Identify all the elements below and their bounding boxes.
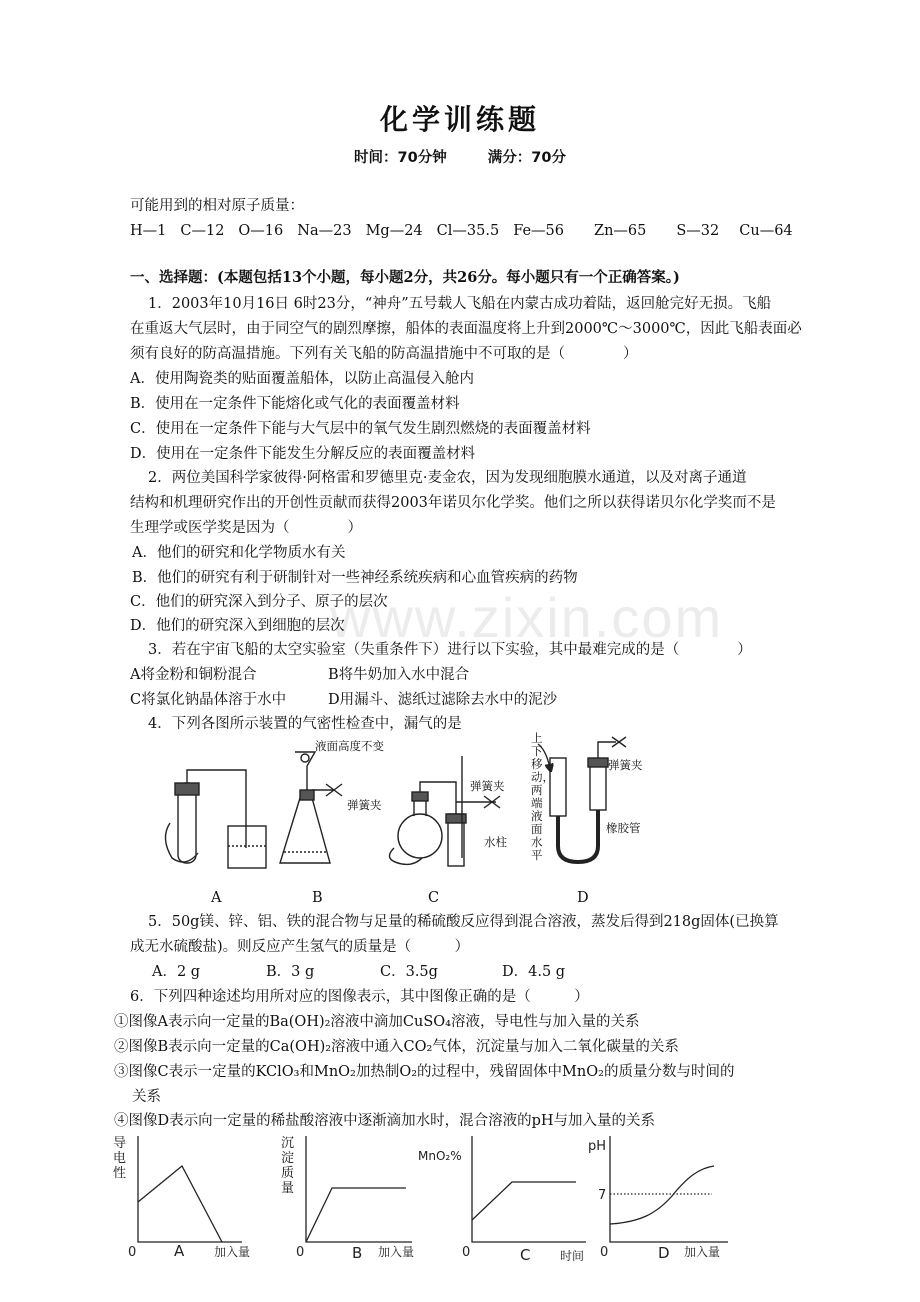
q2-stem-3: 生理学或医学奖是因为（ ） <box>130 520 362 536</box>
q2-option-a: A．他们的研究和化学物质水有关 <box>132 545 346 561</box>
label-vertical-move: 上下移动，两端液面水平 <box>531 731 554 862</box>
section-heading: 一、选择题：(本题包括13个小题，每小题2分，共26分。每小题只有一个正确答案。) <box>130 269 680 286</box>
mass-item: Na—23 <box>297 223 352 239</box>
graph-c-ylabel: MnO₂% <box>418 1149 462 1163</box>
graph-a-origin: 0 <box>128 1245 137 1260</box>
mass-item: H—1 <box>130 223 167 239</box>
graph-c-letter: C <box>520 1246 531 1264</box>
q2-stem-2: 结构和机理研究作出的开创性贡献而获得2003年诺贝尔化学奖。他们之所以获得诺贝尔化学奖而不是 <box>130 495 776 511</box>
q6-statement-3: ③图像C表示一定量的KClO₃和MnO₂加热制O₂的过程中，残留固体中MnO₂的质量分数与时间的 <box>114 1064 735 1080</box>
q3-stem: 3．若在宇宙飞船的太空实验室（失重条件下）进行以下实验，其中最难完成的是（ ） <box>148 642 752 658</box>
q1-stem-2: 在重返大气层时，由于同空气的剧烈摩擦，船体的表面温度将上升到2000℃～3000℃，因此飞船表面必 <box>130 321 802 337</box>
label-rubber-tube: 橡胶管 <box>606 821 641 835</box>
graph-d-ylabel: pH <box>588 1139 607 1154</box>
mass-list <box>130 221 807 241</box>
watermark: www.zixin.com <box>330 586 724 649</box>
q5-option-a: A．2 g <box>152 964 201 980</box>
label-water-column: 水柱 <box>484 835 507 849</box>
graph-c-origin: 0 <box>462 1245 471 1260</box>
graph-a-letter: A <box>174 1242 185 1260</box>
exam-info <box>0 146 920 167</box>
apparatus-letter-d: D <box>577 890 589 906</box>
apparatus-letter-a: A <box>211 890 222 906</box>
q3-option-b: B将牛奶加入水中混合 <box>328 667 470 683</box>
q6-statement-3-cont: 关系 <box>132 1089 161 1105</box>
graph-b-ylabel-text: 沉淀质量 <box>281 1136 295 1196</box>
q5-option-c: C．3.5g <box>380 964 438 980</box>
q5-option-b: B．3 g <box>266 964 315 980</box>
q3-option-c: C将氯化钠晶体溶于水中 <box>130 692 287 708</box>
apparatus-letter-b: B <box>312 890 323 906</box>
q2-stem-1: 2．两位美国科学家彼得·阿格雷和罗德里克·麦金农，因为发现细胞膜水通道，以及对离子通道 <box>148 470 747 486</box>
graph-b <box>296 1136 414 1262</box>
exam-score: 满分：70分 <box>487 150 566 166</box>
q1-option-c: C．使用在一定条件下能与大气层中的氧气发生剧烈燃烧的表面覆盖材料 <box>130 421 591 437</box>
q2-option-c: C．他们的研究深入到分子、原子的层次 <box>130 594 388 610</box>
label-clamp-c: 弹簧夹 <box>470 779 505 793</box>
mass-item: O—16 <box>238 223 284 239</box>
graph-b-xlabel: 加入量 <box>378 1245 415 1259</box>
q6-statement-4: ④图像D表示向一定量的稀盐酸溶液中逐渐滴加水时，混合溶液的pH与加入量的关系 <box>114 1113 656 1129</box>
q1-stem-3: 须有良好的防高温措施。下列有关飞船的防高温措施中不可取的是（ ） <box>130 346 638 362</box>
q4-stem: 4．下列各图所示装置的气密性检查中，漏气的是 <box>148 716 462 732</box>
graph-d <box>588 1136 728 1262</box>
mass-item: Mg—24 <box>365 223 423 239</box>
apparatus-a <box>165 770 266 868</box>
mass-item: C—12 <box>180 223 225 239</box>
graph-d-origin: 0 <box>600 1245 609 1260</box>
q5-option-d: D．4.5 g <box>502 964 566 980</box>
q3-option-a: A将金粉和铜粉混合 <box>130 667 257 683</box>
graph-a-xlabel: 加入量 <box>214 1245 251 1259</box>
graph-d-xlabel: 加入量 <box>684 1245 721 1259</box>
graph-d-letter: D <box>658 1244 670 1262</box>
q1-option-a: A．使用陶瓷类的贴面覆盖船体，以防止高温侵入舱内 <box>130 371 474 387</box>
q2-option-d: D．他们的研究深入到细胞的层次 <box>130 618 345 634</box>
mass-item: Fe—56 <box>513 223 564 239</box>
q6-stem: 6．下列四种途述均用所对应的图像表示，其中图像正确的是（ ） <box>130 989 589 1005</box>
apparatus-b <box>280 752 342 863</box>
q1-option-d: D．使用在一定条件下能发生分解反应的表面覆盖材料 <box>130 446 476 462</box>
graph-c-xlabel: 时间 <box>560 1249 585 1263</box>
q1-option-b: B．使用在一定条件下能熔化或气化的表面覆盖材料 <box>130 396 460 412</box>
q6-statement-2: ②图像B表示向一定量的Ca(OH)₂溶液中通入CO₂气体，沉淀量与加入二氧化碳量的关系 <box>114 1039 679 1055</box>
graph-b-letter: B <box>352 1244 363 1262</box>
q1-stem-1: 1．2003年10月16日 6时23分，“神舟”五号载人飞船在内蒙古成功着陆，返回舱完好无损。飞船 <box>148 296 772 312</box>
q2-option-b: B．他们的研究有利于研制针对一些神经系统疾病和心血管疾病的药物 <box>132 570 578 586</box>
graph-d-seven: 7 <box>598 1188 607 1203</box>
q5-stem-2: 成无水硫酸盐)。则反应产生氢气的质量是（ ） <box>130 939 470 955</box>
exam-time: 时间：70分钟 <box>354 150 447 166</box>
mass-item: S—32 <box>676 223 720 239</box>
q6-graphs-figure <box>100 1132 740 1268</box>
graph-c <box>418 1136 586 1264</box>
mass-intro: 可能用到的相对原子质量： <box>130 198 304 214</box>
label-level-unchanged: 液面高度不变 <box>315 739 384 753</box>
mass-item: Zn—65 <box>594 223 647 239</box>
q5-stem-1: 5．50g镁、锌、铝、铁的混合物与足量的稀硫酸反应得到混合溶液，蒸发后得到218g固体(已换算 <box>148 914 779 930</box>
graph-a <box>128 1136 250 1260</box>
q6-statement-1: ①图像A表示向一定量的Ba(OH)₂溶液中滴加CuSO₄溶液，导电性与加入量的关系 <box>114 1014 640 1030</box>
q3-option-d: D用漏斗、滤纸过滤除去水中的泥沙 <box>328 692 558 708</box>
label-clamp-d: 弹簧夹 <box>608 758 643 772</box>
graph-a-ylabel-text: 导电性 <box>113 1136 127 1181</box>
graph-b-origin: 0 <box>296 1245 305 1260</box>
apparatus-letter-c: C <box>428 890 440 906</box>
mass-item: Cu—64 <box>739 223 793 239</box>
label-clamp-b: 弹簧夹 <box>347 798 382 812</box>
page-title: 化学训练题 <box>379 103 540 136</box>
mass-item: Cl—35.5 <box>436 223 500 239</box>
